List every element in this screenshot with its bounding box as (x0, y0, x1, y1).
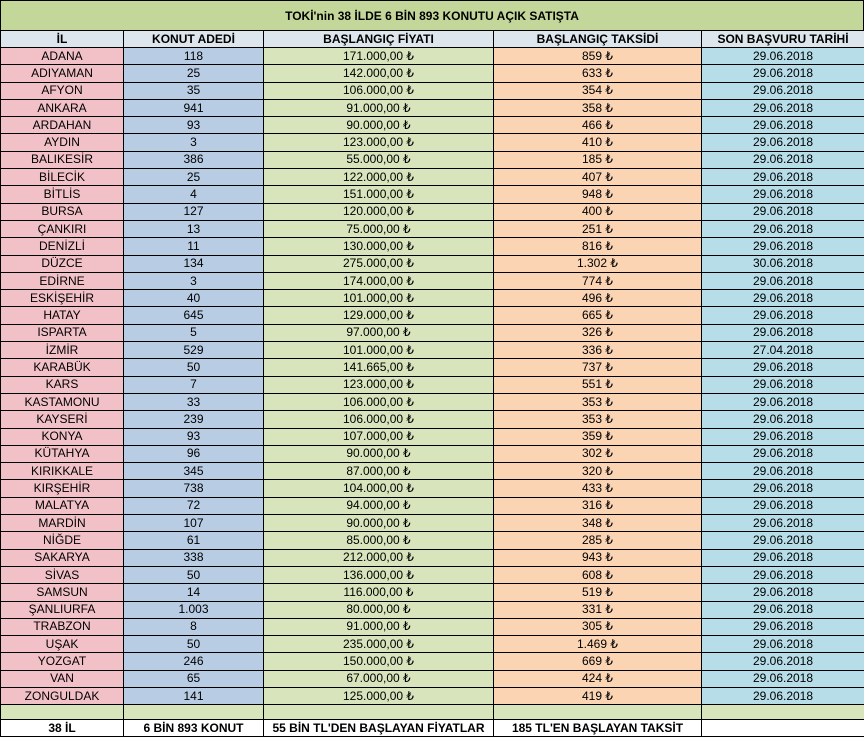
table-row (1, 515, 864, 532)
cell-il[interactable]: ANKARA (1, 99, 124, 116)
cell-son-basvuru[interactable]: 29.06.2018 (702, 670, 864, 687)
cell-baslangic-taksidi[interactable]: 816 ₺ (494, 238, 702, 255)
cell-konut-adedi[interactable]: 93 (124, 428, 264, 445)
cell-baslangic-fiyati[interactable]: 67.000,00 ₺ (264, 670, 494, 687)
table-row (1, 618, 864, 635)
summary-empty[interactable] (702, 720, 864, 737)
cell-konut-adedi[interactable]: 1.003 (124, 601, 264, 618)
cell-il[interactable]: KÜTAHYA (1, 445, 124, 462)
table-row (1, 393, 864, 410)
cell-baslangic-fiyati[interactable]: 104.000,00 ₺ (264, 480, 494, 497)
cell-baslangic-fiyati[interactable]: 97.000,00 ₺ (264, 324, 494, 341)
cell-konut-adedi[interactable]: 50 (124, 359, 264, 376)
cell-baslangic-taksidi[interactable]: 302 ₺ (494, 445, 702, 462)
cell-baslangic-taksidi[interactable]: 433 ₺ (494, 480, 702, 497)
cell-konut-adedi[interactable]: 246 (124, 653, 264, 670)
cell-konut-adedi[interactable]: 8 (124, 618, 264, 635)
cell-il[interactable]: İZMİR (1, 342, 124, 359)
cell-konut-adedi[interactable]: 738 (124, 480, 264, 497)
cell-baslangic-taksidi[interactable]: 400 ₺ (494, 203, 702, 220)
table-row (1, 307, 864, 324)
table-row (1, 359, 864, 376)
cell-baslangic-taksidi[interactable]: 551 ₺ (494, 376, 702, 393)
table-row (1, 99, 864, 116)
table-row (1, 653, 864, 670)
cell-baslangic-taksidi[interactable]: 285 ₺ (494, 532, 702, 549)
cell-konut-adedi[interactable]: 50 (124, 636, 264, 653)
cell-baslangic-taksidi[interactable]: 320 ₺ (494, 463, 702, 480)
cell-il[interactable]: ARDAHAN (1, 117, 124, 134)
cell-il[interactable]: KARS (1, 376, 124, 393)
cell-il[interactable]: KASTAMONU (1, 393, 124, 410)
cell-baslangic-fiyati[interactable]: 91.000,00 ₺ (264, 618, 494, 635)
cell-baslangic-fiyati[interactable]: 130.000,00 ₺ (264, 238, 494, 255)
table-row (1, 532, 864, 549)
cell-baslangic-taksidi[interactable]: 305 ₺ (494, 618, 702, 635)
cell-baslangic-fiyati[interactable]: 75.000,00 ₺ (264, 220, 494, 237)
cell-il[interactable]: DENİZLİ (1, 238, 124, 255)
cell-konut-adedi[interactable]: 13 (124, 220, 264, 237)
cell-son-basvuru[interactable]: 29.06.2018 (702, 99, 864, 116)
table-row (1, 480, 864, 497)
header-baslangic-taksidi[interactable]: BAŞLANGIÇ TAKSİDİ (494, 31, 702, 48)
cell-il[interactable]: BİLECİK (1, 169, 124, 186)
cell-baslangic-fiyati[interactable]: 136.000,00 ₺ (264, 566, 494, 583)
cell-baslangic-taksidi[interactable]: 608 ₺ (494, 566, 702, 583)
cell-il[interactable]: ZONGULDAK (1, 687, 124, 704)
cell-son-basvuru[interactable]: 29.06.2018 (702, 203, 864, 220)
cell-baslangic-fiyati[interactable]: 171.000,00 ₺ (264, 48, 494, 65)
summary-installment[interactable]: 185 TL'EN BAŞLAYAN TAKSİT (494, 720, 702, 737)
table-row (1, 186, 864, 203)
table-row (1, 238, 864, 255)
cell-baslangic-taksidi[interactable]: 496 ₺ (494, 290, 702, 307)
cell-baslangic-taksidi[interactable]: 358 ₺ (494, 99, 702, 116)
cell-il[interactable]: UŞAK (1, 636, 124, 653)
cell-il[interactable]: ESKİŞEHİR (1, 290, 124, 307)
cell-il[interactable]: MARDİN (1, 515, 124, 532)
cell-baslangic-fiyati[interactable]: 123.000,00 ₺ (264, 376, 494, 393)
table-row (1, 549, 864, 566)
cell-baslangic-taksidi[interactable]: 737 ₺ (494, 359, 702, 376)
spacer-cell[interactable] (702, 705, 864, 720)
cell-il[interactable]: BURSA (1, 203, 124, 220)
cell-baslangic-taksidi[interactable]: 466 ₺ (494, 117, 702, 134)
table-row (1, 445, 864, 462)
cell-il[interactable]: KONYA (1, 428, 124, 445)
table-row (1, 463, 864, 480)
cell-il[interactable]: EDİRNE (1, 272, 124, 289)
sheet-title: TOKİ'nin 38 İLDE 6 BİN 893 KONUTU AÇIK SATIŞTA (0, 0, 864, 31)
cell-il[interactable]: SAKARYA (1, 549, 124, 566)
cell-baslangic-taksidi[interactable]: 859 ₺ (494, 48, 702, 65)
cell-baslangic-taksidi[interactable]: 354 ₺ (494, 82, 702, 99)
cell-il[interactable]: ADANA (1, 48, 124, 65)
cell-son-basvuru[interactable]: 29.06.2018 (702, 428, 864, 445)
cell-konut-adedi[interactable]: 3 (124, 272, 264, 289)
cell-konut-adedi[interactable]: 107 (124, 515, 264, 532)
cell-il[interactable]: BALIKESİR (1, 151, 124, 168)
cell-il[interactable]: HATAY (1, 307, 124, 324)
cell-konut-adedi[interactable]: 386 (124, 151, 264, 168)
cell-son-basvuru[interactable]: 29.06.2018 (702, 463, 864, 480)
table-row (1, 342, 864, 359)
table-body (1, 48, 864, 705)
cell-son-basvuru[interactable]: 29.06.2018 (702, 238, 864, 255)
cell-baslangic-fiyati[interactable]: 101.000,00 ₺ (264, 342, 494, 359)
cell-son-basvuru[interactable]: 29.06.2018 (702, 584, 864, 601)
cell-son-basvuru[interactable]: 29.06.2018 (702, 186, 864, 203)
cell-son-basvuru[interactable]: 29.06.2018 (702, 272, 864, 289)
cell-baslangic-fiyati[interactable]: 123.000,00 ₺ (264, 134, 494, 151)
cell-son-basvuru[interactable]: 27.04.2018 (702, 342, 864, 359)
cell-konut-adedi[interactable]: 141 (124, 687, 264, 704)
table-row (1, 48, 864, 65)
table-row (1, 584, 864, 601)
cell-baslangic-fiyati[interactable]: 235.000,00 ₺ (264, 636, 494, 653)
cell-konut-adedi[interactable]: 40 (124, 290, 264, 307)
cell-son-basvuru[interactable]: 29.06.2018 (702, 117, 864, 134)
cell-konut-adedi[interactable]: 134 (124, 255, 264, 272)
cell-son-basvuru[interactable]: 29.06.2018 (702, 566, 864, 583)
table-row (1, 411, 864, 428)
table-row (1, 376, 864, 393)
cell-baslangic-taksidi[interactable]: 1.302 ₺ (494, 255, 702, 272)
cell-konut-adedi[interactable]: 25 (124, 65, 264, 82)
cell-son-basvuru[interactable]: 29.06.2018 (702, 497, 864, 514)
cell-son-basvuru[interactable]: 29.06.2018 (702, 376, 864, 393)
cell-konut-adedi[interactable]: 65 (124, 670, 264, 687)
cell-baslangic-fiyati[interactable]: 91.000,00 ₺ (264, 99, 494, 116)
cell-baslangic-fiyati[interactable]: 87.000,00 ₺ (264, 463, 494, 480)
cell-konut-adedi[interactable]: 345 (124, 463, 264, 480)
cell-son-basvuru[interactable]: 29.06.2018 (702, 48, 864, 65)
cell-il[interactable]: AYDIN (1, 134, 124, 151)
cell-baslangic-taksidi[interactable]: 348 ₺ (494, 515, 702, 532)
cell-son-basvuru[interactable]: 29.06.2018 (702, 169, 864, 186)
table-row (1, 687, 864, 704)
cell-il[interactable]: AFYON (1, 82, 124, 99)
cell-baslangic-fiyati[interactable]: 120.000,00 ₺ (264, 203, 494, 220)
summary-konut-count[interactable]: 6 BİN 893 KONUT (124, 720, 264, 737)
table-row (1, 290, 864, 307)
table-row (1, 324, 864, 341)
table-row (1, 82, 864, 99)
table-row (1, 65, 864, 82)
cell-baslangic-taksidi[interactable]: 943 ₺ (494, 549, 702, 566)
cell-baslangic-taksidi[interactable]: 774 ₺ (494, 272, 702, 289)
cell-konut-adedi[interactable]: 529 (124, 342, 264, 359)
cell-son-basvuru[interactable]: 29.06.2018 (702, 359, 864, 376)
cell-son-basvuru[interactable]: 29.06.2018 (702, 393, 864, 410)
cell-baslangic-taksidi[interactable]: 316 ₺ (494, 497, 702, 514)
cell-baslangic-fiyati[interactable]: 106.000,00 ₺ (264, 411, 494, 428)
cell-baslangic-taksidi[interactable]: 407 ₺ (494, 169, 702, 186)
cell-baslangic-taksidi[interactable]: 326 ₺ (494, 324, 702, 341)
cell-son-basvuru[interactable]: 29.06.2018 (702, 307, 864, 324)
cell-baslangic-fiyati[interactable]: 151.000,00 ₺ (264, 186, 494, 203)
cell-il[interactable]: MALATYA (1, 497, 124, 514)
cell-il[interactable]: KARABÜK (1, 359, 124, 376)
cell-baslangic-fiyati[interactable]: 275.000,00 ₺ (264, 255, 494, 272)
cell-son-basvuru[interactable]: 29.06.2018 (702, 82, 864, 99)
cell-son-basvuru[interactable]: 29.06.2018 (702, 636, 864, 653)
cell-baslangic-taksidi[interactable]: 331 ₺ (494, 601, 702, 618)
cell-baslangic-fiyati[interactable]: 80.000,00 ₺ (264, 601, 494, 618)
cell-konut-adedi[interactable]: 11 (124, 238, 264, 255)
spacer-row (1, 705, 864, 720)
cell-konut-adedi[interactable]: 35 (124, 82, 264, 99)
cell-baslangic-fiyati[interactable]: 106.000,00 ₺ (264, 393, 494, 410)
cell-il[interactable]: KIRIKKALE (1, 463, 124, 480)
cell-konut-adedi[interactable]: 338 (124, 549, 264, 566)
cell-konut-adedi[interactable]: 7 (124, 376, 264, 393)
cell-son-basvuru[interactable]: 29.06.2018 (702, 653, 864, 670)
cell-il[interactable]: TRABZON (1, 618, 124, 635)
cell-konut-adedi[interactable]: 14 (124, 584, 264, 601)
cell-son-basvuru[interactable]: 29.06.2018 (702, 445, 864, 462)
cell-baslangic-fiyati[interactable]: 101.000,00 ₺ (264, 290, 494, 307)
cell-son-basvuru[interactable]: 30.06.2018 (702, 255, 864, 272)
cell-baslangic-fiyati[interactable]: 150.000,00 ₺ (264, 653, 494, 670)
table-row (1, 117, 864, 134)
cell-konut-adedi[interactable]: 96 (124, 445, 264, 462)
cell-baslangic-fiyati[interactable]: 90.000,00 ₺ (264, 445, 494, 462)
summary-row (1, 720, 864, 737)
table-row (1, 134, 864, 151)
table-row (1, 203, 864, 220)
spacer-cell[interactable] (1, 705, 124, 720)
spacer-cell[interactable] (264, 705, 494, 720)
cell-il[interactable]: ADIYAMAN (1, 65, 124, 82)
cell-konut-adedi[interactable]: 50 (124, 566, 264, 583)
cell-konut-adedi[interactable]: 5 (124, 324, 264, 341)
cell-baslangic-fiyati[interactable]: 129.000,00 ₺ (264, 307, 494, 324)
cell-baslangic-taksidi[interactable]: 1.469 ₺ (494, 636, 702, 653)
table-row (1, 497, 864, 514)
cell-baslangic-taksidi[interactable]: 410 ₺ (494, 134, 702, 151)
housing-table (0, 30, 864, 737)
cell-son-basvuru[interactable]: 29.06.2018 (702, 532, 864, 549)
table-row (1, 169, 864, 186)
cell-il[interactable]: SAMSUN (1, 584, 124, 601)
cell-konut-adedi[interactable]: 61 (124, 532, 264, 549)
cell-baslangic-taksidi[interactable]: 633 ₺ (494, 65, 702, 82)
header-row (1, 31, 864, 48)
cell-il[interactable]: DÜZCE (1, 255, 124, 272)
table-row (1, 636, 864, 653)
cell-baslangic-taksidi[interactable]: 359 ₺ (494, 428, 702, 445)
cell-baslangic-taksidi[interactable]: 519 ₺ (494, 584, 702, 601)
header-il[interactable]: İL (1, 31, 124, 48)
cell-son-basvuru[interactable]: 29.06.2018 (702, 618, 864, 635)
cell-konut-adedi[interactable]: 3 (124, 134, 264, 151)
cell-konut-adedi[interactable]: 4 (124, 186, 264, 203)
cell-il[interactable]: BİTLİS (1, 186, 124, 203)
header-konut-adedi[interactable]: KONUT ADEDİ (124, 31, 264, 48)
cell-konut-adedi[interactable]: 25 (124, 169, 264, 186)
cell-baslangic-taksidi[interactable]: 948 ₺ (494, 186, 702, 203)
cell-il[interactable]: ÇANKIRI (1, 220, 124, 237)
cell-il[interactable]: SİVAS (1, 566, 124, 583)
spacer-cell[interactable] (124, 705, 264, 720)
cell-baslangic-taksidi[interactable]: 419 ₺ (494, 687, 702, 704)
cell-baslangic-fiyati[interactable]: 116.000,00 ₺ (264, 584, 494, 601)
cell-son-basvuru[interactable]: 29.06.2018 (702, 220, 864, 237)
cell-baslangic-taksidi[interactable]: 251 ₺ (494, 220, 702, 237)
cell-son-basvuru[interactable]: 29.06.2018 (702, 687, 864, 704)
cell-baslangic-taksidi[interactable]: 336 ₺ (494, 342, 702, 359)
cell-baslangic-fiyati[interactable]: 85.000,00 ₺ (264, 532, 494, 549)
cell-baslangic-fiyati[interactable]: 174.000,00 ₺ (264, 272, 494, 289)
table-row (1, 272, 864, 289)
table-row (1, 601, 864, 618)
cell-baslangic-fiyati[interactable]: 107.000,00 ₺ (264, 428, 494, 445)
cell-baslangic-taksidi[interactable]: 185 ₺ (494, 151, 702, 168)
spacer-cell[interactable] (494, 705, 702, 720)
table-row (1, 566, 864, 583)
cell-baslangic-fiyati[interactable]: 55.000,00 ₺ (264, 151, 494, 168)
cell-il[interactable]: KAYSERİ (1, 411, 124, 428)
cell-baslangic-fiyati[interactable]: 212.000,00 ₺ (264, 549, 494, 566)
cell-baslangic-taksidi[interactable]: 424 ₺ (494, 670, 702, 687)
cell-il[interactable]: KIRŞEHİR (1, 480, 124, 497)
table-row (1, 670, 864, 687)
cell-son-basvuru[interactable]: 29.06.2018 (702, 411, 864, 428)
cell-baslangic-fiyati[interactable]: 142.000,00 ₺ (264, 65, 494, 82)
cell-konut-adedi[interactable]: 33 (124, 393, 264, 410)
cell-son-basvuru[interactable]: 29.06.2018 (702, 290, 864, 307)
cell-baslangic-fiyati[interactable]: 106.000,00 ₺ (264, 82, 494, 99)
cell-son-basvuru[interactable]: 29.06.2018 (702, 549, 864, 566)
header-son-basvuru-tarihi[interactable]: SON BAŞVURU TARİHİ (702, 31, 864, 48)
table-row (1, 220, 864, 237)
cell-konut-adedi[interactable]: 127 (124, 203, 264, 220)
cell-baslangic-fiyati[interactable]: 141.665,00 ₺ (264, 359, 494, 376)
cell-konut-adedi[interactable]: 645 (124, 307, 264, 324)
cell-son-basvuru[interactable]: 29.06.2018 (702, 601, 864, 618)
table-row (1, 151, 864, 168)
cell-konut-adedi[interactable]: 118 (124, 48, 264, 65)
cell-baslangic-fiyati[interactable]: 122.000,00 ₺ (264, 169, 494, 186)
summary-il-count[interactable]: 38 İL (1, 720, 124, 737)
cell-son-basvuru[interactable]: 29.06.2018 (702, 324, 864, 341)
cell-baslangic-fiyati[interactable]: 125.000,00 ₺ (264, 687, 494, 704)
cell-il[interactable]: VAN (1, 670, 124, 687)
cell-baslangic-fiyati[interactable]: 90.000,00 ₺ (264, 117, 494, 134)
cell-konut-adedi[interactable]: 93 (124, 117, 264, 134)
cell-baslangic-taksidi[interactable]: 353 ₺ (494, 411, 702, 428)
cell-son-basvuru[interactable]: 29.06.2018 (702, 515, 864, 532)
cell-baslangic-taksidi[interactable]: 353 ₺ (494, 393, 702, 410)
cell-konut-adedi[interactable]: 941 (124, 99, 264, 116)
header-baslangic-fiyati[interactable]: BAŞLANGIÇ FİYATI (264, 31, 494, 48)
cell-il[interactable]: NİĞDE (1, 532, 124, 549)
cell-il[interactable]: YOZGAT (1, 653, 124, 670)
cell-baslangic-taksidi[interactable]: 669 ₺ (494, 653, 702, 670)
cell-baslangic-fiyati[interactable]: 90.000,00 ₺ (264, 515, 494, 532)
cell-son-basvuru[interactable]: 29.06.2018 (702, 65, 864, 82)
cell-baslangic-fiyati[interactable]: 94.000,00 ₺ (264, 497, 494, 514)
cell-il[interactable]: ISPARTA (1, 324, 124, 341)
cell-son-basvuru[interactable]: 29.06.2018 (702, 480, 864, 497)
cell-son-basvuru[interactable]: 29.06.2018 (702, 151, 864, 168)
summary-price[interactable]: 55 BİN TL'DEN BAŞLAYAN FİYATLAR (264, 720, 494, 737)
cell-konut-adedi[interactable]: 239 (124, 411, 264, 428)
cell-il[interactable]: ŞANLIURFA (1, 601, 124, 618)
table-row (1, 255, 864, 272)
cell-baslangic-taksidi[interactable]: 665 ₺ (494, 307, 702, 324)
cell-son-basvuru[interactable]: 29.06.2018 (702, 134, 864, 151)
table-row (1, 428, 864, 445)
cell-konut-adedi[interactable]: 72 (124, 497, 264, 514)
